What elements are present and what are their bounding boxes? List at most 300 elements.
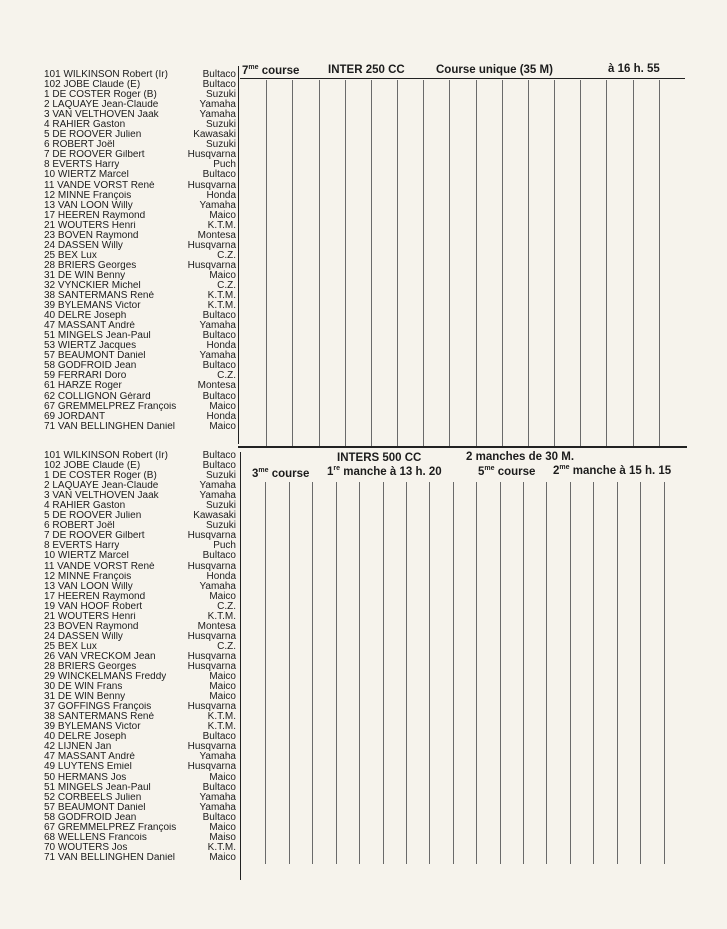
rider-brand: Yamaha [199, 801, 236, 813]
rider-brand: Bultaco [202, 310, 236, 322]
rider-number: 23 [44, 621, 56, 632]
rider-number: 6 [44, 521, 50, 532]
rider-name: VYNCKIER Michel [57, 280, 141, 291]
rider-name: BYLEMANS Victor [57, 722, 141, 733]
rider-row [44, 823, 236, 833]
rider-number-name [44, 241, 123, 251]
rider-name: JORDANT [57, 411, 106, 422]
rider-brand: Bultaco [202, 69, 236, 80]
rider-brand: Husqvarna [187, 259, 236, 271]
rider-brand: K.T.M. [207, 219, 236, 231]
grid-column-line [423, 80, 424, 446]
rider-number-name [44, 481, 158, 491]
rider-number-name [44, 541, 119, 551]
rider-number: 52 [44, 792, 56, 803]
rider-brand: Montesa [197, 229, 236, 241]
rider-brand: Husqvarna [187, 660, 236, 672]
race2-manche-text: manche à 15 h. 15 [572, 465, 672, 477]
rider-number-name [44, 341, 136, 351]
rider-number: 25 [44, 641, 56, 652]
rider-number-name [44, 331, 151, 341]
rider-brand: Yamaha [199, 350, 236, 362]
grid-column-line [580, 80, 581, 446]
rider-row [44, 762, 236, 772]
rider-brand: Yamaha [199, 109, 236, 121]
rider-brand: Maico [209, 851, 236, 863]
rider-number: 3 [44, 110, 50, 121]
rider-brand: C.Z. [217, 370, 236, 382]
rider-number-name [44, 783, 151, 793]
rider-number: 61 [44, 381, 56, 392]
rider-brand: K.T.M. [207, 290, 236, 302]
rider-row [44, 241, 236, 251]
grid-column-line [371, 80, 372, 446]
rider-number: 1 [44, 90, 50, 101]
rider-name: VAN BELLINGHEN Daniel [57, 421, 175, 432]
rider-brand: Bultaco [202, 79, 236, 91]
rider-brand: K.T.M. [207, 300, 236, 312]
race-bottom-race1-manche [327, 466, 442, 478]
rider-number-name [44, 160, 119, 170]
race-bottom-category: INTERS 500 CC [337, 452, 422, 464]
rider-name: FERRARI Doro [57, 371, 127, 382]
race-top-course-word: course [261, 65, 300, 77]
race2-number: 5 [478, 466, 485, 478]
rider-number-name [44, 201, 133, 211]
rider-name: BEAUMONT Daniel [57, 351, 146, 362]
rider-number: 29 [44, 672, 56, 683]
rider-number-name [44, 511, 141, 521]
rider-number: 3 [44, 491, 50, 502]
rider-brand: Honda [206, 570, 236, 582]
rider-number-name [44, 501, 125, 511]
rider-name: WELLENS Francois [57, 832, 147, 843]
rider-number-name [44, 291, 154, 301]
rider-number: 8 [44, 160, 50, 171]
rider-name: WOUTERS Jos [57, 842, 128, 853]
grid-column-line [640, 482, 641, 864]
rider-name: DE WIN Benny [57, 270, 126, 281]
rider-number: 17 [44, 210, 56, 221]
rider-number: 51 [44, 331, 56, 342]
rider-brand: Husqvarna [187, 650, 236, 662]
rider-row [44, 662, 236, 672]
rider-row [44, 422, 236, 432]
rider-number-name [44, 422, 175, 432]
rider-brand: Yamaha [199, 320, 236, 332]
rider-number-name [44, 211, 145, 221]
race-bottom-race2-manche [553, 465, 671, 477]
rider-number: 11 [44, 561, 55, 572]
rider-number-name [44, 742, 111, 752]
rider-number: 12 [44, 571, 56, 582]
rider-number: 67 [44, 401, 56, 412]
rider-number-name [44, 642, 97, 652]
rider-row [44, 271, 236, 281]
rider-number: 38 [44, 712, 56, 723]
rider-name: BRIERS Georges [57, 661, 137, 672]
rider-name: WOUTERS Henri [57, 611, 136, 622]
rider-name: MINGELS Jean-Paul [57, 782, 151, 793]
rider-brand: Husqvarna [187, 630, 236, 642]
rider-brand: Bultaco [202, 550, 236, 562]
grid-column-line [289, 482, 290, 864]
rider-row [44, 632, 236, 642]
grid-column-line [319, 80, 320, 446]
rider-name: DE COSTER Roger (B) [52, 90, 157, 101]
grid-column-line [265, 482, 266, 864]
rider-brand: Bultaco [202, 781, 236, 793]
rider-brand: Maiso [209, 831, 236, 843]
race-top-roster [44, 70, 236, 432]
rider-name: VAN LOON Willy [57, 581, 133, 592]
rider-number-name [44, 402, 176, 412]
rider-number-name [44, 491, 159, 501]
rider-brand: Bultaco [202, 460, 236, 472]
grid-column-line [312, 482, 313, 864]
rider-number: 17 [44, 591, 56, 602]
rider-number-name [44, 622, 139, 632]
rider-name: LIJNEN Jan [57, 742, 112, 753]
rider-brand: C.Z. [217, 249, 236, 261]
rider-number: 58 [44, 361, 56, 372]
rider-number: 13 [44, 581, 56, 592]
rider-number: 62 [44, 391, 56, 402]
rider-brand: C.Z. [217, 600, 236, 612]
rider-number-name [44, 712, 154, 722]
rider-number-name [44, 221, 136, 231]
grid-column-line [336, 482, 337, 864]
rider-name: VAN VRECKOM Jean [57, 651, 156, 662]
rider-brand: Montesa [197, 380, 236, 392]
rider-row [44, 381, 236, 391]
rider-brand: Puch [213, 159, 236, 171]
rider-row [44, 531, 236, 541]
rider-name: GREMMELPREZ François [57, 401, 177, 412]
rider-name: VANDE VORST René [57, 561, 155, 572]
rider-row [44, 150, 236, 160]
grid-column-line [606, 80, 607, 446]
grid-column-line [554, 80, 555, 446]
rider-name: LAQUAYE Jean-Claude [52, 100, 159, 111]
rider-number-name [44, 140, 115, 150]
rider-brand: Yamaha [199, 99, 236, 111]
rider-number: 21 [44, 220, 56, 231]
rider-number: 5 [44, 130, 50, 141]
rider-name: DE WIN Frans [57, 682, 123, 693]
rider-name: JOBE Claude (E) [63, 461, 141, 472]
rider-brand: Suzuki [205, 139, 236, 151]
rider-number-name [44, 813, 136, 823]
rider-number-name [44, 120, 125, 130]
rider-number: 12 [44, 190, 56, 201]
rider-number: 50 [44, 772, 56, 783]
grid-column-line [397, 80, 398, 446]
rider-name: VANDE VORST René [57, 180, 155, 191]
rider-number-name [44, 752, 135, 762]
race2-manche-suffix: me [559, 464, 570, 472]
rider-brand: Suzuki [205, 520, 236, 532]
race-top-header-rule [240, 78, 685, 79]
rider-number: 40 [44, 311, 56, 322]
rider-number-name [44, 692, 125, 702]
rider-name: SANTERMANS René [57, 291, 155, 302]
rider-brand: Maico [209, 400, 236, 412]
rider-number-name [44, 551, 129, 561]
rider-number-name [44, 732, 126, 742]
rider-number-name [44, 281, 141, 291]
rider-brand: Husqvarna [187, 179, 236, 191]
grid-column-line [476, 80, 477, 446]
rider-number: 67 [44, 822, 56, 833]
grid-column-line [449, 80, 450, 446]
rider-number-name [44, 321, 135, 331]
grid-column-line [292, 80, 293, 446]
rider-number: 102 [44, 80, 61, 91]
rider-name: EVERTS Harry [52, 541, 120, 552]
rider-number: 21 [44, 611, 56, 622]
race-top-separator [238, 66, 239, 444]
rider-row [44, 672, 236, 682]
race-bottom-race1-label [252, 468, 309, 480]
grid-column-line [476, 482, 477, 864]
race1-suffix: me [258, 467, 269, 475]
rider-brand: K.T.M. [207, 841, 236, 853]
rider-number: 24 [44, 631, 56, 642]
rider-number: 47 [44, 321, 56, 332]
rider-name: BYLEMANS Victor [57, 301, 141, 312]
rider-brand: Husqvarna [187, 701, 236, 713]
rider-brand: K.T.M. [207, 721, 236, 733]
rider-name: DE ROOVER Julien [52, 511, 142, 522]
rider-number: 7 [44, 150, 50, 161]
race-top-category: INTER 250 CC [328, 64, 405, 76]
rider-name: WIERTZ Jacques [57, 341, 137, 352]
rider-name: MINNE François [57, 571, 132, 582]
rider-number-name [44, 612, 136, 622]
rider-brand: Husqvarna [187, 761, 236, 773]
rider-number-name [44, 521, 115, 531]
rider-number-name [44, 793, 141, 803]
rider-number: 69 [44, 411, 56, 422]
grid-column-line [633, 80, 634, 446]
rider-number: 11 [44, 180, 55, 191]
rider-brand: Yamaha [199, 580, 236, 592]
rider-name: GODFROID Jean [57, 361, 137, 372]
rider-brand: Suzuki [205, 470, 236, 482]
rider-name: VAN VELTHOVEN Jaak [52, 110, 159, 121]
rider-brand: Bultaco [202, 360, 236, 372]
race-bottom-grid [242, 482, 687, 864]
rider-brand: C.Z. [217, 279, 236, 291]
race-top-time: à 16 h. 55 [608, 63, 660, 75]
rider-number: 26 [44, 651, 56, 662]
rider-number: 47 [44, 752, 56, 763]
grid-column-line [528, 80, 529, 446]
rider-number: 10 [44, 551, 56, 562]
rider-name: WIERTZ Marcel [57, 551, 129, 562]
rider-brand: Husqvarna [187, 741, 236, 753]
rider-number: 53 [44, 341, 56, 352]
rider-number-name [44, 261, 136, 271]
race-bottom-race2-label [478, 466, 535, 478]
rider-name: RAHIER Gaston [52, 501, 126, 512]
race1-manche-suffix: re [333, 465, 341, 473]
race-top-course-number: 7 [242, 65, 249, 77]
rider-name: JOBE Claude (E) [63, 80, 141, 91]
grid-column-line [523, 482, 524, 864]
rider-number: 19 [44, 601, 56, 612]
rider-brand: Maico [209, 209, 236, 221]
rider-row [44, 682, 236, 692]
rider-brand: Maico [209, 269, 236, 281]
rider-number: 40 [44, 732, 56, 743]
rider-number: 2 [44, 100, 50, 111]
rider-number: 58 [44, 812, 56, 823]
rider-number: 4 [44, 120, 50, 131]
rider-name: VAN BELLINGHEN Daniel [57, 852, 175, 863]
rider-name: WILKINSON Robert (Ir) [63, 70, 168, 80]
rider-brand: Maico [209, 691, 236, 703]
rider-name: LAQUAYE Jean-Claude [52, 481, 159, 492]
rider-name: LUYTENS Emiel [57, 762, 132, 773]
rider-number: 25 [44, 250, 56, 261]
rider-brand: K.T.M. [207, 610, 236, 622]
grid-column-line [502, 80, 503, 446]
rider-number-name [44, 762, 132, 772]
rider-name: COLLIGNON Gérard [57, 391, 151, 402]
race1-manche-text: manche à 13 h. 20 [343, 466, 442, 478]
rider-number: 71 [44, 852, 56, 863]
rider-row [44, 853, 236, 863]
rider-number-name [44, 602, 142, 612]
rider-brand: Suzuki [205, 119, 236, 131]
grid-column-line [359, 482, 360, 864]
rider-number: 68 [44, 832, 56, 843]
rider-number: 5 [44, 511, 50, 522]
rider-name: DE COSTER Roger (B) [52, 471, 157, 482]
grid-column-line [593, 482, 594, 864]
rider-number-name [44, 110, 159, 120]
rider-name: GOFFINGS François [57, 702, 152, 713]
rider-name: MASSANT André [57, 752, 135, 763]
rider-brand: Husqvarna [187, 149, 236, 161]
rider-number: 23 [44, 230, 56, 241]
rider-number-name [44, 271, 125, 281]
rider-number: 2 [44, 481, 50, 492]
rider-name: GREMMELPREZ François [57, 822, 177, 833]
race2-suffix: me [484, 465, 495, 473]
grid-column-line [664, 482, 665, 864]
grid-column-line [570, 482, 571, 864]
rider-number: 70 [44, 842, 56, 853]
rider-name: DELRE Joseph [57, 311, 127, 322]
race-top-grid [240, 80, 685, 446]
rider-brand: Suzuki [205, 500, 236, 512]
rider-number: 28 [44, 661, 56, 672]
rider-brand: Bultaco [202, 811, 236, 823]
grid-column-line [345, 80, 346, 446]
rider-brand: Yamaha [199, 490, 236, 502]
rider-brand: Yamaha [199, 791, 236, 803]
rider-brand: Yamaha [199, 199, 236, 211]
rider-number-name [44, 100, 158, 110]
rider-row [44, 392, 236, 402]
rider-number-name [44, 471, 157, 481]
rider-brand: Honda [206, 189, 236, 201]
rider-name: BEX Lux [57, 641, 97, 652]
rider-number: 31 [44, 270, 56, 281]
rider-name: RAHIER Gaston [52, 120, 126, 131]
grid-column-line [546, 482, 547, 864]
rider-number: 6 [44, 140, 50, 151]
rider-brand: Bultaco [202, 169, 236, 181]
grid-column-line [617, 482, 618, 864]
rider-brand: Yamaha [199, 480, 236, 492]
rider-name: DE ROOVER Gilbert [52, 531, 145, 542]
rider-row [44, 261, 236, 271]
race1-word: course [271, 468, 310, 480]
rider-brand: Maico [209, 590, 236, 602]
rider-row [44, 843, 236, 853]
rider-brand: Puch [213, 540, 236, 552]
rider-brand: Bultaco [202, 450, 236, 461]
rider-name: HARZE Roger [57, 381, 122, 392]
rider-name: WIERTZ Marcel [57, 170, 129, 181]
rider-number-name [44, 80, 140, 90]
rider-number-name [44, 361, 136, 371]
rider-name: WINCKELMANS Freddy [57, 672, 167, 683]
rider-number-name [44, 130, 141, 140]
rider-number-name [44, 722, 141, 732]
rider-brand: Husqvarna [187, 530, 236, 542]
grid-column-line [406, 482, 407, 864]
rider-row [44, 551, 236, 561]
rider-number: 4 [44, 501, 50, 512]
rider-number-name [44, 843, 127, 853]
rider-number: 71 [44, 421, 56, 432]
rider-row [44, 412, 236, 422]
rider-number-name [44, 682, 122, 692]
rider-name: BEX Lux [57, 250, 97, 261]
rider-number: 37 [44, 702, 56, 713]
rider-number: 57 [44, 802, 56, 813]
grid-column-line [383, 482, 384, 864]
race-top-format: Course unique (35 M) [436, 64, 553, 76]
rider-name: DE ROOVER Gilbert [52, 150, 145, 161]
rider-name: ROBERT Joël [52, 140, 115, 151]
rider-name: DASSEN Willy [57, 240, 123, 251]
rider-brand: Bultaco [202, 390, 236, 402]
rider-number-name [44, 562, 155, 572]
rider-brand: K.T.M. [207, 711, 236, 723]
rider-name: BRIERS Georges [57, 260, 137, 271]
race-top-course-label [242, 65, 299, 77]
rider-number: 49 [44, 762, 56, 773]
rider-number-name [44, 652, 156, 662]
rider-name: CORBEELS Julien [57, 792, 142, 803]
rider-name: SANTERMANS René [57, 712, 155, 723]
race-top-course-suffix: me [248, 64, 259, 72]
rider-number: 57 [44, 351, 56, 362]
rider-brand: Maico [209, 420, 236, 432]
rider-name: DASSEN Willy [57, 631, 123, 642]
rider-name: WILKINSON Robert (Ir) [63, 451, 168, 461]
rider-brand: Bultaco [202, 731, 236, 743]
rider-number: 8 [44, 541, 50, 552]
rider-number: 102 [44, 461, 61, 472]
rider-row [44, 813, 236, 823]
